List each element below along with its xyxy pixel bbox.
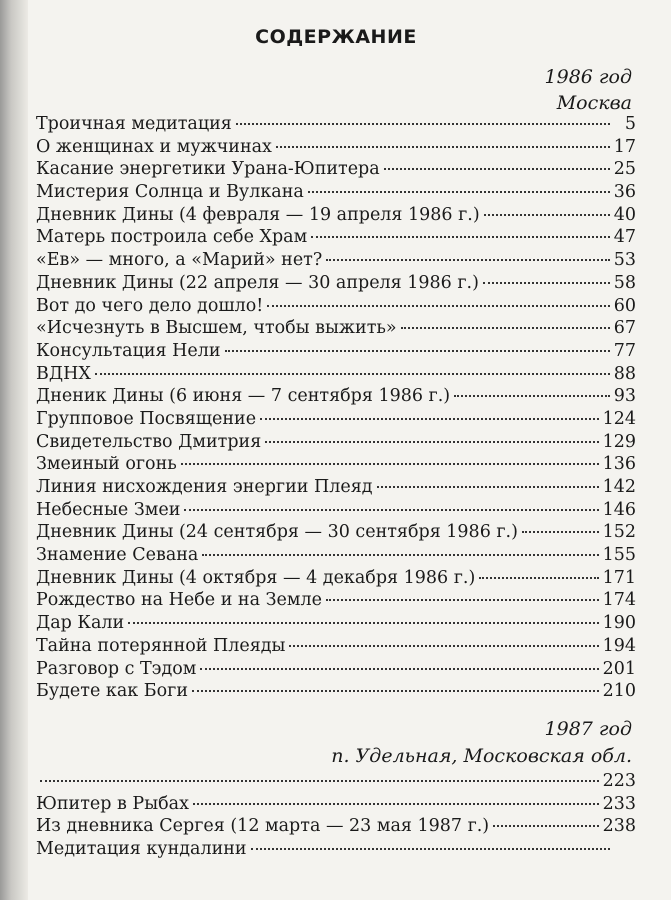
toc-entry-title: «Ев» — много, а «Марий» нет? [36, 250, 323, 271]
toc-entry-page: 174 [602, 590, 636, 611]
toc-entry-title: Медитация кундалини [36, 839, 247, 860]
toc-page [36, 0, 636, 900]
toc-entry-page: 17 [613, 136, 636, 157]
toc-entry-page: 146 [602, 499, 636, 520]
toc-entry-title: Матерь построила себе Храм [36, 227, 308, 248]
toc-entry [36, 340, 636, 363]
toc-entry [36, 521, 636, 544]
dot-leader [276, 146, 610, 148]
toc-entry [36, 158, 636, 181]
toc-entry [36, 589, 636, 612]
toc-entry [36, 680, 636, 703]
toc-entry-page: 53 [613, 250, 636, 271]
toc-entry [36, 635, 636, 658]
dot-leader [267, 305, 609, 307]
toc-entry-page: 77 [613, 340, 636, 361]
toc-entry-title: Троичная медитация [36, 114, 232, 134]
toc-entry [36, 453, 636, 476]
toc-entry [36, 567, 636, 590]
dot-leader [184, 509, 598, 511]
dot-leader [326, 599, 599, 601]
page-title: СОДЕРЖАНИЕ [255, 26, 417, 48]
toc-entry-page: 190 [602, 613, 636, 634]
toc-entry-title: Касание энергетики Урана-Юпитера [36, 159, 380, 180]
toc-entry-title: Юпитер в Рыбах [36, 793, 189, 814]
toc-entry-page: 93 [613, 386, 636, 407]
toc-entry [36, 204, 636, 227]
toc-entry-page: 129 [602, 431, 636, 452]
toc-entry [36, 385, 636, 408]
dot-leader [401, 327, 610, 329]
toc-entry-title: Дневник Дины (4 октября — 4 декабря 1986 г.) [36, 567, 476, 588]
dot-leader [384, 168, 610, 170]
toc-entry-page: 194 [602, 635, 636, 656]
toc-entry [36, 113, 636, 136]
toc-entry-page: 124 [602, 408, 636, 429]
toc-entry [36, 363, 636, 386]
dot-leader [311, 236, 610, 238]
toc-entry-page: 223 [602, 771, 636, 791]
toc-entry-page: 171 [602, 567, 636, 588]
toc-entry [36, 815, 636, 838]
toc-entry-page: 58 [613, 272, 636, 293]
dot-leader [192, 690, 599, 692]
toc-entry-title: Вот до чего дело дошло! [36, 295, 264, 316]
dot-leader [522, 531, 599, 533]
dot-leader [326, 259, 609, 261]
toc-entry-page: 47 [613, 227, 636, 248]
dot-leader [225, 350, 610, 352]
toc-entry-page: 201 [602, 658, 636, 679]
toc-entry-page: 67 [613, 318, 636, 339]
toc-entry-page: 40 [613, 204, 636, 225]
dot-leader [200, 668, 598, 670]
toc-entry-page: 142 [602, 477, 636, 497]
toc-entry-title: О женщинах и мужчинах [36, 136, 272, 157]
toc-entry [36, 249, 636, 272]
toc-entry-page: 5 [624, 114, 636, 134]
toc-entry [36, 658, 636, 681]
toc-entry [36, 612, 636, 635]
toc-entry [36, 226, 636, 249]
toc-entry-page: 233 [602, 793, 636, 814]
dot-leader [181, 463, 599, 465]
toc-entry-page: 155 [602, 545, 636, 566]
book-spine-shadow [0, 0, 28, 900]
toc-entry-page: 88 [613, 363, 636, 384]
toc-entry-title: Дненик Дины (6 июня — 7 сентября 1986 г.) [36, 386, 451, 407]
section-1-place: Москва [556, 92, 632, 114]
toc-entry-title: Из дневника Сергея (12 марта — 23 мая 1987 г.) [36, 816, 490, 837]
toc-entry-title: Дневник Дины (22 апреля — 30 апреля 1986 г.) [36, 272, 479, 293]
section-2-year: 1987 год [544, 718, 632, 740]
dot-leader [454, 395, 610, 397]
section-2-place: п. Удельная, Московская обл. [331, 745, 632, 767]
dot-leader [202, 554, 598, 556]
toc-entry [36, 431, 636, 454]
dot-leader [493, 825, 598, 827]
dot-leader [251, 848, 610, 850]
toc-entry [36, 317, 636, 340]
toc-entry-title: Дар Кали [36, 613, 125, 634]
toc-entry-title: Консультация Нели [36, 340, 221, 361]
dot-leader [95, 373, 610, 375]
dot-leader [40, 780, 599, 782]
toc-entry-title: Дневник Дины (24 сентября — 30 сентября 1986 г.) [36, 522, 518, 543]
toc-entry-page: 136 [602, 454, 636, 475]
toc-entry-title: Мистерия Солнца и Вулкана [36, 182, 304, 203]
toc-entry [36, 793, 636, 816]
toc-entry-title: Знамение Севана [36, 545, 199, 566]
toc-entry [36, 499, 636, 522]
toc-entry-title: Дневник Дины (4 февраля — 19 апреля 1986 г.) [36, 204, 480, 225]
dot-leader [308, 191, 610, 193]
dot-leader [483, 282, 610, 284]
toc-entry-title: «Исчезнуть в Высшем, чтобы выжить» [36, 318, 397, 339]
toc-entry [36, 181, 636, 204]
toc-entry-title: Рождество на Небе и на Земле [36, 590, 322, 611]
dot-leader [479, 577, 598, 579]
dot-leader [377, 486, 599, 488]
toc-entry [36, 476, 636, 499]
dot-leader [193, 803, 599, 805]
dot-leader [260, 418, 599, 420]
dot-leader [484, 214, 610, 216]
dot-leader [128, 622, 598, 624]
toc-entry [36, 770, 636, 793]
section-2-entries [36, 770, 636, 861]
toc-entry-page: 25 [613, 159, 636, 180]
section-1-entries [36, 113, 636, 703]
toc-entry-title: Будете как Боги [36, 681, 188, 702]
toc-entry-title: Змеиный огонь [36, 454, 177, 475]
toc-entry-title: Линия нисхождения энергии Плеяд [36, 477, 373, 497]
section-1-year: 1986 год [544, 66, 632, 88]
dot-leader [265, 441, 598, 443]
toc-entry-title: Небесные Змеи [36, 499, 181, 520]
toc-entry-page: 210 [602, 681, 636, 702]
dot-leader [236, 123, 610, 125]
toc-entry-title: ВДНХ [36, 363, 91, 384]
toc-entry [36, 544, 636, 567]
toc-entry [36, 408, 636, 431]
toc-entry-title: Свидетельство Дмитрия [36, 431, 262, 452]
toc-entry-title: Тайна потерянной Плеяды [36, 635, 286, 656]
toc-entry-page: 60 [613, 295, 636, 316]
toc-entry-page: 152 [602, 522, 636, 543]
toc-entry [36, 838, 636, 861]
toc-entry [36, 136, 636, 159]
toc-entry [36, 272, 636, 295]
toc-entry-title: Групповое Посвящение [36, 408, 257, 429]
toc-entry [36, 295, 636, 318]
dot-leader [289, 645, 598, 647]
toc-entry-page: 238 [602, 816, 636, 837]
toc-entry-page: 36 [613, 182, 636, 203]
toc-entry-title: Разговор с Тэдом [36, 658, 197, 679]
